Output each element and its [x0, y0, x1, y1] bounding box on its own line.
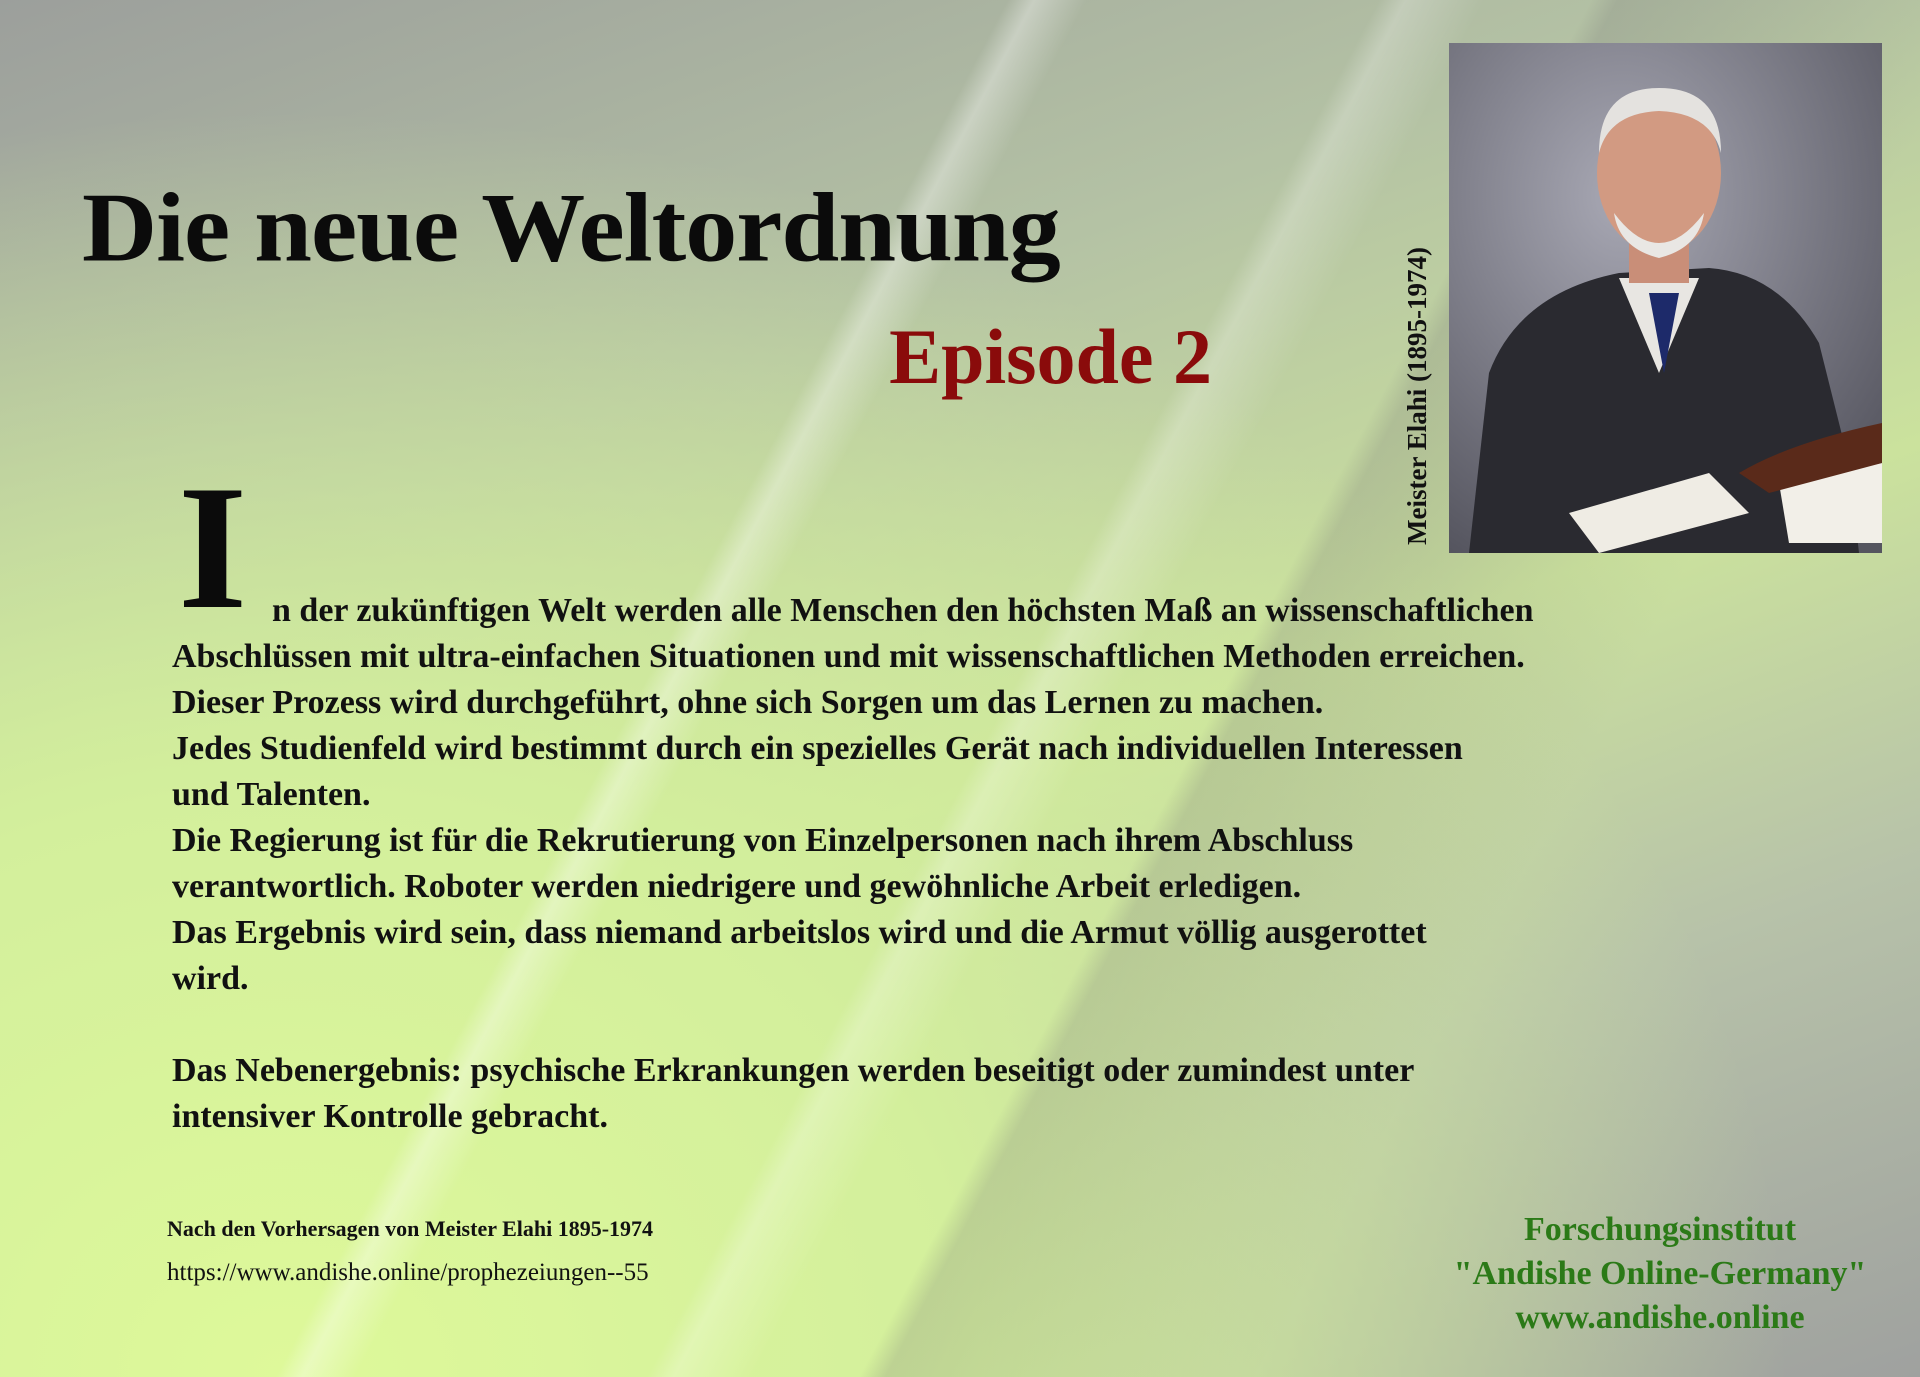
portrait-caption: Meister Elahi (1895-1974): [1402, 247, 1432, 545]
portrait-photo: [1449, 43, 1882, 553]
source-url[interactable]: https://www.andishe.online/prophezeiungen--55: [167, 1259, 649, 1286]
institute-website[interactable]: www.andishe.online: [1515, 1299, 1805, 1336]
body-line: n der zukünftigen Welt werden alle Menschen den höchsten Maß an wissenschaftlichen: [272, 592, 1534, 629]
body-line: Abschlüssen mit ultra-einfachen Situationen und mit wissenschaftlichen Methoden erreichen.: [172, 638, 1525, 675]
conclusion-line: Das Nebenergebnis: psychische Erkrankungen werden beseitigt oder zumindest unter: [172, 1052, 1415, 1089]
body-line: Dieser Prozess wird durchgeführt, ohne sich Sorgen um das Lernen zu machen.: [172, 684, 1324, 721]
source-note: Nach den Vorhersagen von Meister Elahi 1895-1974: [167, 1216, 654, 1241]
episode-label: Episode 2: [889, 313, 1212, 400]
body-line: verantwortlich. Roboter werden niedrigere und gewöhnliche Arbeit erledigen.: [172, 868, 1302, 905]
institute-block: [1400, 1208, 1920, 1340]
institute-name: Forschungsinstitut: [1523, 1211, 1797, 1248]
body-line: Das Ergebnis wird sein, dass niemand arbeitslos wird und die Armut völlig ausgerottet: [172, 914, 1427, 951]
page-title: Die neue Weltordnung: [82, 172, 1060, 283]
drop-cap: I: [178, 448, 248, 646]
conclusion-line: intensiver Kontrolle gebracht.: [172, 1098, 608, 1135]
body-text: [172, 588, 1822, 1140]
body-line: Die Regierung ist für die Rekrutierung von Einzelpersonen nach ihrem Abschluss: [172, 822, 1354, 859]
body-line: Jedes Studienfeld wird bestimmt durch ein spezielles Gerät nach individuellen Interessen: [172, 730, 1463, 767]
body-line: wird.: [172, 960, 249, 997]
institute-org: "Andishe Online-Germany": [1453, 1255, 1867, 1292]
body-line: und Talenten.: [172, 776, 371, 813]
